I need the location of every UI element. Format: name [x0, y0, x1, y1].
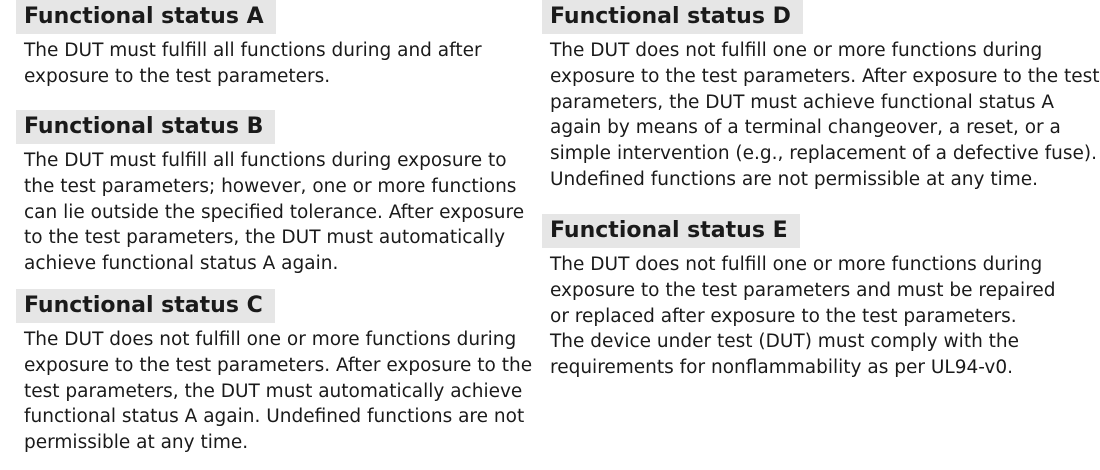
- section-body: [16, 327, 532, 456]
- section-heading: Functional status E: [542, 214, 800, 248]
- body-line: functional status A again. Undefined functions are not: [24, 406, 525, 428]
- body-line: or replaced after exposure to the test parameters.: [550, 305, 1017, 327]
- section-body: [16, 38, 482, 90]
- body-line: The DUT does not fulfill one or more functions during: [550, 40, 1043, 61]
- functional-status-b-section: [16, 110, 524, 277]
- functional-status-c-section: [16, 289, 532, 456]
- section-heading: Functional status C: [16, 289, 275, 323]
- body-line: the test parameters; however, one or more functions: [24, 175, 517, 197]
- body-line: The DUT must fulfill all functions during exposure to: [24, 150, 507, 171]
- body-line: Undefined functions are not permissible at any time.: [550, 168, 1039, 190]
- body-line: exposure to the test parameters and must be repaired: [550, 279, 1056, 301]
- body-line: The DUT does not fulfill one or more functions during: [24, 329, 517, 350]
- section-body: [542, 252, 1056, 381]
- body-line: exposure to the test parameters. After exposure to the: [24, 354, 533, 376]
- body-line: exposure to the test parameters.: [24, 65, 331, 87]
- section-heading: Functional status B: [16, 110, 275, 144]
- body-line: The DUT must fulfill all functions during and after: [24, 40, 482, 61]
- body-line: can lie outside the specified tolerance. After exposure: [24, 201, 525, 223]
- section-heading: Functional status D: [542, 0, 803, 34]
- functional-status-e-section: [542, 214, 1056, 381]
- body-line: to the test parameters, the DUT must automatically: [24, 227, 506, 249]
- functional-status-a-section: [16, 0, 482, 90]
- body-line: The device under test (DUT) must comply with the: [550, 331, 1020, 353]
- body-line: requirements for nonflammability as per UL94-v0.: [550, 357, 1014, 379]
- functional-status-d-section: [542, 0, 1099, 193]
- body-line: parameters, the DUT must achieve functional status A: [550, 91, 1055, 113]
- body-line: simple intervention (e.g., replacement of a defective fuse).: [550, 143, 1097, 165]
- body-line: again by means of a terminal changeover, a reset, or a: [550, 117, 1061, 139]
- section-body: [542, 38, 1099, 193]
- section-body: [16, 148, 524, 277]
- body-line: test parameters, the DUT must automatically achieve: [24, 380, 523, 402]
- body-line: permissible at any time.: [24, 432, 249, 454]
- body-line: exposure to the test parameters. After exposure to the test: [550, 65, 1100, 87]
- body-line: The DUT does not fulfill one or more functions during: [550, 254, 1043, 275]
- body-line: achieve functional status A again.: [24, 253, 339, 275]
- section-heading: Functional status A: [16, 0, 276, 34]
